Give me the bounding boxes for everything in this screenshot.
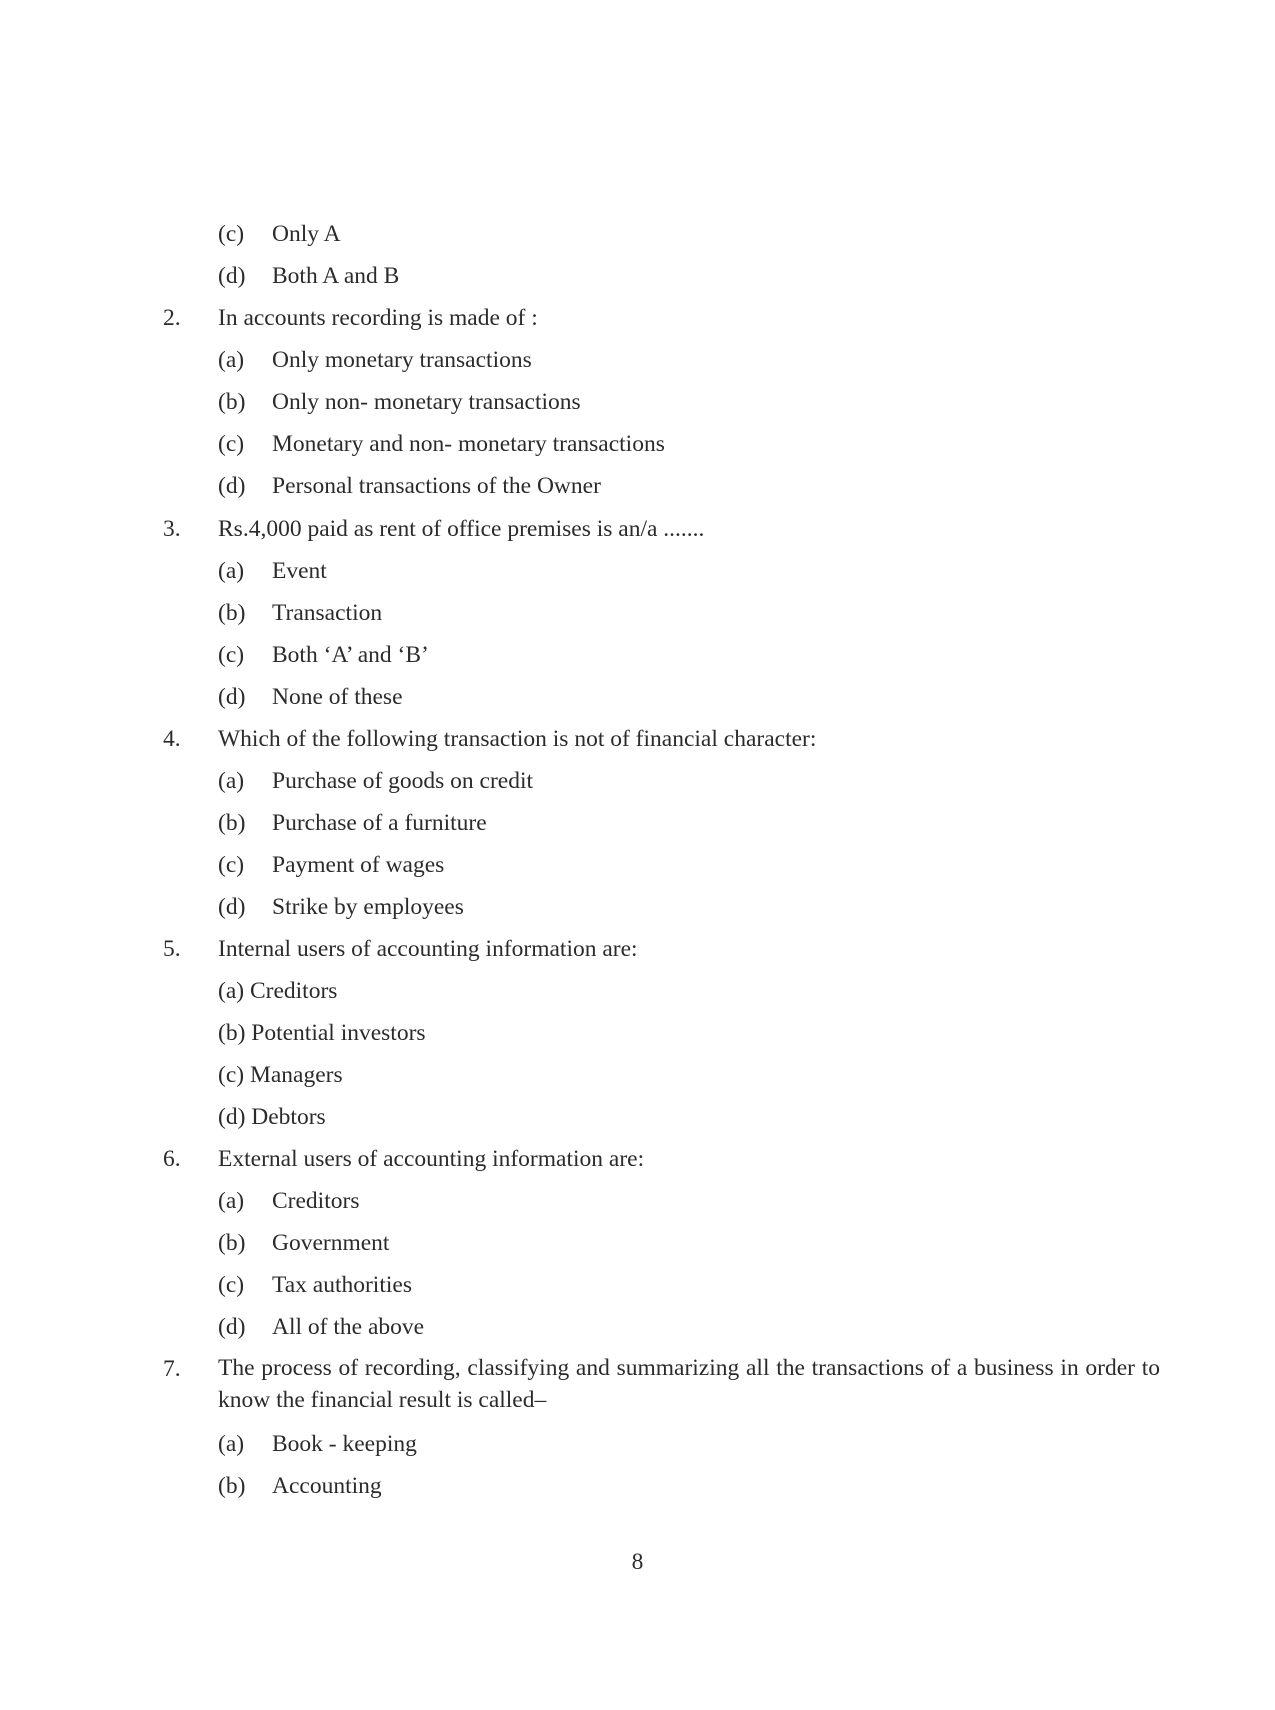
option-text: (a) Creditors [218,978,338,1004]
option-label: (c) [218,852,245,878]
option-text: Event [272,558,327,584]
option-text: Tax authorities [272,1272,412,1298]
option-text: Monetary and non- monetary transactions [272,431,665,457]
option-text: Accounting [272,1473,382,1499]
option-label: (c) [218,221,245,247]
option-label: (d) [218,894,246,920]
option-label: (b) [218,389,246,415]
option-text: None of these [272,684,403,710]
option-label: (c) [218,1272,245,1298]
option-text: Government [272,1230,390,1256]
option-text: Strike by employees [272,894,464,920]
question-text: The process of recording, classifying and summarizing all the transactions of a business in order to know the financial result is called– [218,1355,1160,1413]
question-number: 5. [163,936,181,962]
option-label: (b) [218,810,246,836]
option-text: Transaction [272,600,383,626]
option-text: Payment of wages [272,852,445,878]
question-text: Rs.4,000 paid as rent of office premises is an/a ....... [218,516,705,542]
option-label: (a) [218,558,245,584]
option-text: Only A [272,221,341,247]
page-number: 8 [631,1549,644,1575]
question-text: Which of the following transaction is not of financial character: [218,726,817,752]
option-label: (b) [218,1230,246,1256]
option-label: (d) [218,1314,246,1340]
question-text: Internal users of accounting information are: [218,936,638,962]
option-label: (d) [218,263,246,289]
option-text: Only non- monetary transactions [272,389,581,415]
question-number: 4. [163,726,181,752]
option-text: Only monetary transactions [272,347,532,373]
option-label: (a) [218,1188,245,1214]
question-text: External users of accounting information are: [218,1146,645,1172]
question-number: 7. [163,1356,181,1382]
question-number: 3. [163,516,181,542]
option-text: Purchase of a furniture [272,810,487,836]
question-text: In accounts recording is made of : [218,305,538,331]
option-label: (d) [218,684,246,710]
option-label: (a) [218,768,245,794]
option-text: Both A and B [272,263,400,289]
question-number: 2. [163,305,181,331]
option-label: (b) [218,1473,246,1499]
option-label: (c) [218,431,245,457]
option-text: Book - keeping [272,1431,417,1457]
option-text: (b) Potential investors [218,1020,426,1046]
option-label: (a) [218,1431,245,1457]
option-text: (d) Debtors [218,1104,326,1130]
option-text: All of the above [272,1314,425,1340]
option-label: (c) [218,642,245,668]
option-text: Purchase of goods on credit [272,768,534,794]
option-label: (d) [218,473,246,499]
option-label: (b) [218,600,246,626]
option-label: (a) [218,347,245,373]
option-text: Personal transactions of the Owner [272,473,601,499]
option-text: (c) Managers [218,1062,343,1088]
option-text: Creditors [272,1188,360,1214]
question-number: 6. [163,1146,181,1172]
option-text: Both ‘A’ and ‘B’ [272,642,429,668]
